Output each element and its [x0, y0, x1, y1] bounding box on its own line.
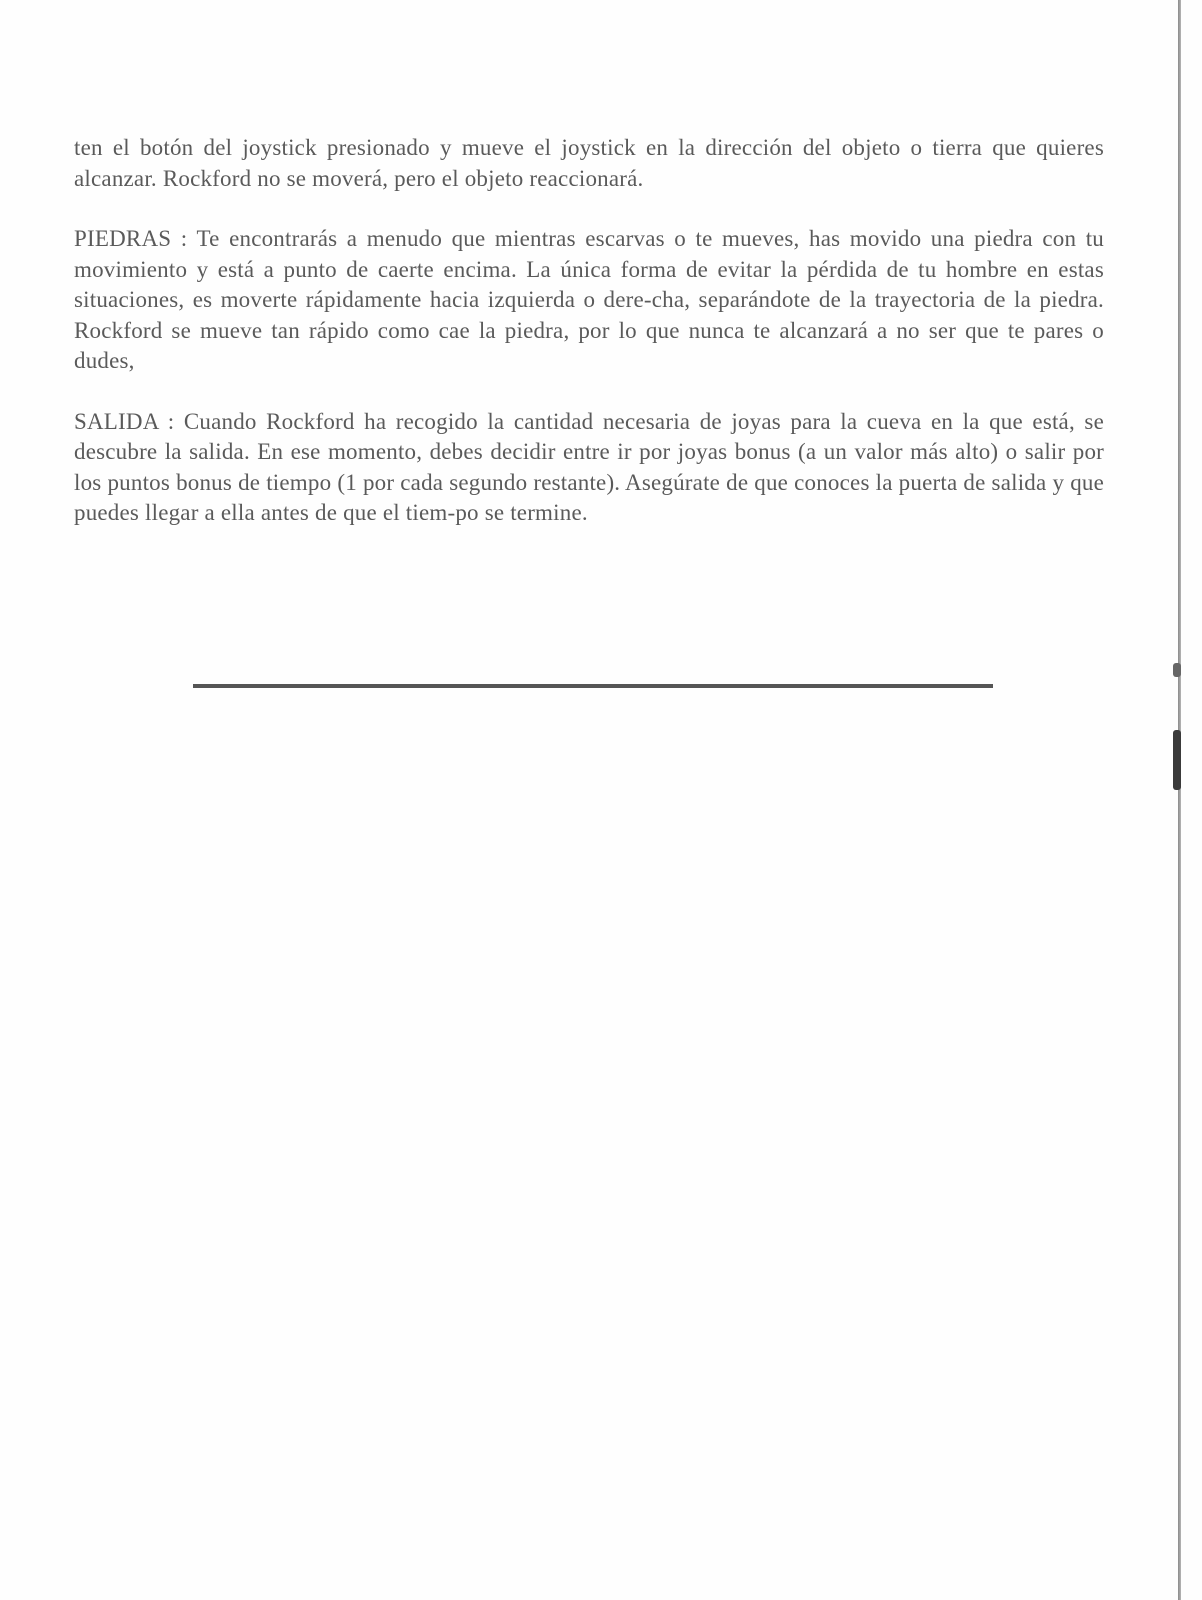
paragraph-salida: SALIDA : Cuando Rockford ha recogido la cantidad necesaria de joyas para la cueva en la que está, se descubre la salida. En ese momento, debes decidir entre ir por joyas bonus (a un valor más alto) o salir por los puntos bonus de tiempo (1 por cada segundo restante). Asegúrate de que conoces la puerta de salida y que puedes llegar a ella antes de que el tiem-po se termine. — [74, 408, 1104, 525]
paragraph-piedras: PIEDRAS : Te encontrarás a menudo que mientras escarvas o te mueves, has movido una piedra con tu movimiento y está a punto de caerte encima. La única forma de evitar la pérdida de tu hombre en estas situaciones, es moverte rápidamente hacia izquierda o dere-cha, separándote de la trayectoria de la piedra. Rockford se mueve tan rápido como cae la piedra, por lo que nunca te alcanzará a no ser que te pares o dudes, — [74, 226, 1104, 373]
binding-edge — [1178, 0, 1181, 1600]
staple-bottom — [1173, 730, 1181, 790]
body-text — [74, 133, 1104, 559]
horizontal-divider — [193, 684, 993, 688]
paragraph-joystick: ten el botón del joystick presionado y mueve el joystick en la dirección del objeto o tierra que quieres alcanzar. Rockford no se moverá, pero el objeto reaccionará. — [74, 135, 1104, 191]
staple-top — [1173, 663, 1181, 677]
